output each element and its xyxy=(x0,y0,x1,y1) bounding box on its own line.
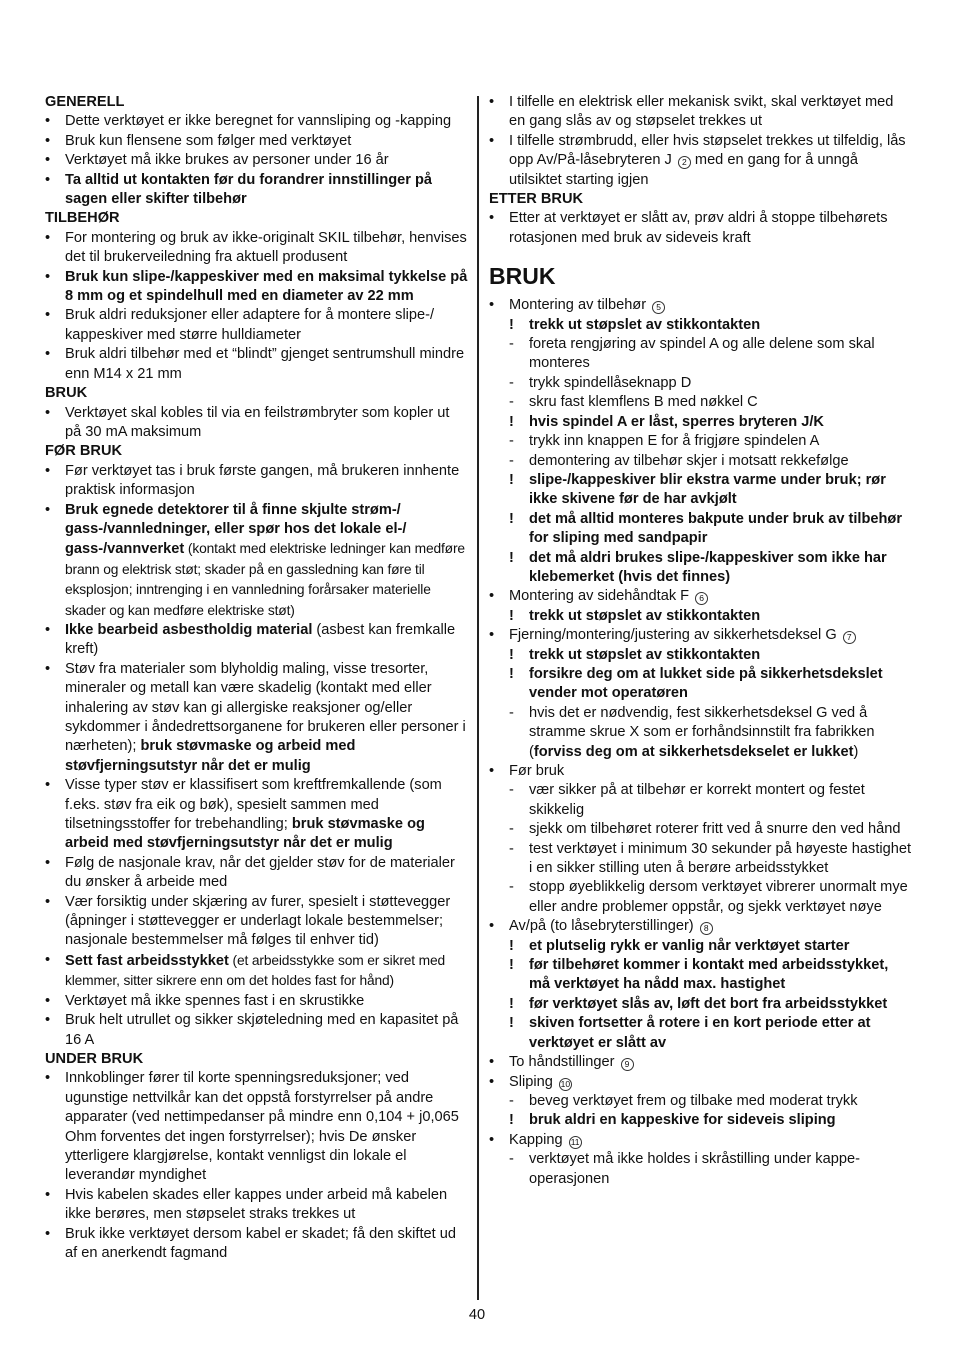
list-item xyxy=(509,704,913,762)
bullet-marker: • xyxy=(45,1070,51,1087)
body-text: Sliping xyxy=(509,1073,557,1090)
body-text: Av/på (to låsebryterstillinger) xyxy=(509,918,698,935)
bold-text: bruk støvmaske og arbeid med støvfjerningsutstyr når det er mulig xyxy=(65,816,425,852)
excl-marker: ! xyxy=(509,471,514,488)
body-text: ) xyxy=(853,743,859,760)
list-item xyxy=(509,840,913,879)
body-text: Vær forsiktig under skjæring av furer, spesielt i støttevegger (åpninger i støttevegger er underlagt lokale bestemmelser; nasjonale bestemmelser må følges til enhver tid) xyxy=(65,893,451,949)
page-number: 40 xyxy=(468,1307,486,1323)
dash-marker: - xyxy=(509,452,514,469)
excl-marker: ! xyxy=(509,957,514,974)
dash-marker: - xyxy=(509,821,514,838)
list-item xyxy=(45,776,469,854)
bold-text: Bruk kun slipe-/kappeskiver med en maksimal tykkelse på 8 mm og et spindelhull med en diameter av 22 mm xyxy=(65,268,468,305)
bullet-marker: • xyxy=(45,307,51,324)
bullet-marker: • xyxy=(45,777,51,794)
body-text: beveg verktøyet frem og tilbake med moderat trykk xyxy=(529,1092,858,1109)
list-item xyxy=(45,893,469,951)
bullet-marker: • xyxy=(45,992,51,1009)
list-item xyxy=(45,151,469,170)
body-text: vær sikker på at tilbehør er korrekt montert og festet skikkelig xyxy=(529,782,865,818)
bold-text: bruk aldri en kappeskive for sideveis sliping xyxy=(529,1112,836,1129)
figure-reference: 8 xyxy=(700,922,713,935)
body-text: Verktøyet må ikke spennes fast i en skrustikke xyxy=(65,992,365,1009)
body-text: Fjerning/montering/justering av sikkerhetsdeksel G xyxy=(509,627,841,644)
dash-marker: - xyxy=(509,336,514,353)
list-item xyxy=(509,393,913,412)
bullet-marker: • xyxy=(489,763,495,779)
list-item xyxy=(489,1073,913,1092)
body-text: Bruk ikke verktøyet dersom kabel er skadet; få den skiftet ud af en anerkendt fagmand xyxy=(65,1225,456,1261)
bold-text: Ikke bearbeid asbestholdig material xyxy=(65,621,313,638)
section-heading: TILBEHØR xyxy=(45,210,120,227)
figure-reference: 11 xyxy=(569,1136,582,1149)
body-text: foreta rengjøring av spindel A og alle delene som skal monteres xyxy=(529,336,875,372)
bullet-marker: • xyxy=(489,210,495,227)
bold-text: det må aldri brukes slipe-/kappeskiver som ikke har klebemerket (hvis det finnes) xyxy=(529,549,887,585)
bullet-marker: • xyxy=(45,1012,51,1029)
dash-marker: - xyxy=(509,782,514,799)
excl-marker: ! xyxy=(509,413,514,430)
bold-text: trekk ut støpslet av stikkontakten xyxy=(529,316,761,333)
figure-reference: 2 xyxy=(678,156,691,169)
body-text: (et arbeidsstykke som er sikret med klemmer, sitter sikrere enn om det holdes fast for hånd) xyxy=(65,952,446,989)
body-text: Dette verktøyet er ikke beregnet for vannsliping og -kapping xyxy=(65,113,452,130)
body-text: Følg de nasjonale krav, når det gjelder støv for de materialer du ønsker å arbeide med xyxy=(65,854,455,891)
figure-reference: 7 xyxy=(843,631,856,644)
list-item xyxy=(45,1011,469,1050)
bold-text: forviss deg om at sikkerhetsdekselet er lukket xyxy=(533,743,854,760)
bold-text: skiven fortsetter å rotere i en kort periode etter at verktøyet er slått av xyxy=(529,1015,871,1051)
section-heading: FØR BRUK xyxy=(45,443,123,460)
bold-text: hvis spindel A er låst, sperres bryteren J/K xyxy=(529,413,824,430)
bullet-marker: • xyxy=(45,462,51,479)
body-text: To håndstillinger xyxy=(509,1054,619,1071)
excl-marker: ! xyxy=(509,995,514,1012)
bold-text: trekk ut støpslet av stikkontakten xyxy=(529,607,761,624)
bullet-marker: • xyxy=(45,893,51,910)
body-text: Bruk aldri reduksjoner eller adaptere for å montere slipe-/ kappeskiver med større hulldiameter xyxy=(65,307,435,343)
body-text: Innkoblinger fører til korte spenningsreduksjoner; ved ugunstige nettvilkår kan det oppstå forstyrrelser på andre apparater (ved nettimpedanser på mindre enn 0,104 + j0,065 Ohm forventes det ingen forstyrrelser); hvis De ønsker ytterligere klargjørelse, kontakt vennligst din lokale el leverandør myndighet xyxy=(65,1070,459,1184)
list-item xyxy=(509,820,913,839)
body-text: Montering av tilbehør xyxy=(509,297,651,314)
section-heading: ETTER BRUK xyxy=(489,191,584,208)
bullet-marker: • xyxy=(489,1054,495,1071)
bullet-marker: • xyxy=(489,1073,495,1090)
list-item xyxy=(45,992,469,1011)
excl-marker: ! xyxy=(509,510,514,527)
list-item xyxy=(509,549,913,588)
list-item xyxy=(45,345,469,384)
body-text: Montering av sidehåndtak F xyxy=(509,588,694,605)
bullet-marker: • xyxy=(45,501,51,518)
list-item xyxy=(45,229,469,268)
figure-reference: 10 xyxy=(560,1078,571,1089)
body-text: trykk spindellåseknapp D xyxy=(529,374,692,391)
body-text: hvis det er nødvendig, fest sikkerhetsdeksel G ved å stramme skrue X som er forhåndsinnstilt fra fabrikken ( xyxy=(529,704,875,760)
bullet-marker: • xyxy=(45,621,51,638)
body-text: Bruk kun flensene som følger med verktøyet xyxy=(65,132,352,149)
list-item xyxy=(509,646,913,665)
bullet-marker: • xyxy=(45,1186,51,1203)
list-item xyxy=(489,209,913,248)
list-item xyxy=(509,413,913,432)
bullet-marker: • xyxy=(45,268,51,285)
bold-text: trekk ut støpslet av stikkontakten xyxy=(529,646,761,663)
list-item xyxy=(45,462,469,501)
body-text: I tilfelle en elektrisk eller mekanisk svikt, skal verktøyet med en gang slås av og støpselet trekkes ut xyxy=(509,94,894,130)
bullet-marker: • xyxy=(489,132,495,149)
excl-marker: ! xyxy=(509,1112,514,1129)
list-item xyxy=(489,1053,913,1072)
body-text: Bruk aldri tilbehør med et “blindt” gjenget sentrumshull mindre enn M14 x 21 mm xyxy=(65,346,465,382)
list-item xyxy=(509,510,913,549)
bullet-marker: • xyxy=(45,854,51,871)
body-text: Verktøyet må ikke brukes av personer under 16 år xyxy=(65,152,389,169)
bullet-marker: • xyxy=(45,951,51,968)
list-item xyxy=(45,501,469,621)
list-item xyxy=(489,1131,913,1150)
list-item xyxy=(45,1225,469,1264)
list-item xyxy=(509,316,913,335)
list-item xyxy=(509,1092,913,1111)
list-item xyxy=(45,306,469,345)
list-item xyxy=(489,587,913,606)
body-text: (asbest kan fremkalle kreft) xyxy=(65,621,456,658)
list-item xyxy=(45,404,469,443)
figure-reference: 9 xyxy=(621,1058,634,1071)
body-text: Verktøyet skal kobles til via en feilstrømbryter som kopler ut på 30 mA maksimum xyxy=(65,404,450,440)
body-text: skru fast klemflens B med nøkkel C xyxy=(529,394,758,411)
bullet-marker: • xyxy=(489,627,495,644)
body-text: (kontakt med elektriske ledninger kan medføre brann og elektrisk støt; skader på en gassledning kan føre til eksplosjon; inntrenging i en vannledning forårsaker materielle skader og kan medføre elektriske støt) xyxy=(65,541,465,618)
bullet-marker: • xyxy=(489,94,495,110)
list-item xyxy=(509,452,913,471)
body-text: test verktøyet i minimum 30 sekunder på høyeste hastighet i en sikker stilling uten å berøre arbeidsstykket xyxy=(529,840,912,877)
list-item xyxy=(509,781,913,820)
excl-marker: ! xyxy=(509,549,514,566)
list-item xyxy=(509,1014,913,1053)
bullet-marker: • xyxy=(45,132,51,149)
dash-marker: - xyxy=(509,704,514,721)
bullet-marker: • xyxy=(45,113,51,130)
list-item xyxy=(509,335,913,374)
excl-marker: ! xyxy=(509,646,514,663)
body-text: Før verktøyet tas i bruk første gangen, må brukeren innhente praktisk informasjon xyxy=(65,462,460,499)
excl-marker: ! xyxy=(509,316,514,333)
body-text: Støv fra materialer som blyholdig maling, visse tresorter, mineraler og metall kan være skadelig (kontakt med eller inhalering av støv kan gi allergiske reaksjoner og/eller sykdommer i åndedrettsorganene for brukeren eller personer i nærheten); xyxy=(65,660,466,755)
body-text: med en gang for å unngå utilsiktet starting igjen xyxy=(509,152,859,188)
list-item xyxy=(45,621,469,660)
body-text: For montering og bruk av ikke-originalt SKIL tilbehør, henvises det til brukerveiledning fra aktuell produsent xyxy=(65,229,467,266)
list-item xyxy=(509,937,913,956)
section-heading: UNDER BRUK xyxy=(45,1050,144,1067)
list-item xyxy=(509,374,913,393)
bullet-marker: • xyxy=(489,1131,495,1148)
dash-marker: - xyxy=(509,374,514,391)
body-text: Før bruk xyxy=(509,763,565,779)
column-divider xyxy=(477,96,479,1300)
list-item xyxy=(45,112,469,131)
body-text: trykk inn knappen E for å frigjøre spindelen A xyxy=(529,433,820,450)
bullet-marker: • xyxy=(45,1225,51,1242)
dash-marker: - xyxy=(509,1092,514,1109)
list-item xyxy=(489,132,913,190)
list-item xyxy=(489,626,913,645)
body-text: Hvis kabelen skades eller kappes under arbeid må kabelen ikke berøres, men støpselet straks trekkes ut xyxy=(65,1186,448,1223)
body-text: Etter at verktøyet er slått av, prøv aldri å stoppe tilbehørets rotasjonen med bruk av sideveis kraft xyxy=(509,210,888,246)
list-item xyxy=(509,471,913,510)
list-item xyxy=(509,995,913,1014)
bold-text: det må alltid monteres bakpute under bruk av tilbehør for sliping med sandpapir xyxy=(529,510,903,547)
list-item xyxy=(489,296,913,315)
list-item xyxy=(509,956,913,995)
list-item xyxy=(45,660,469,776)
list-item xyxy=(45,171,469,210)
bullet-marker: • xyxy=(489,588,495,605)
list-item xyxy=(45,132,469,151)
list-item xyxy=(509,607,913,626)
bullet-marker: • xyxy=(45,171,51,188)
bold-text: slipe-/kappeskiver blir ekstra varme under bruk; rør ikke skivene før de har avkjølt xyxy=(529,471,886,508)
list-item xyxy=(509,878,913,917)
list-item xyxy=(45,854,469,893)
bullet-marker: • xyxy=(45,404,51,421)
list-item xyxy=(489,917,913,936)
figure-reference: 5 xyxy=(652,301,665,314)
bold-text: forsikre deg om at lukket side på sikkerhetsdekslet vender mot operatøren xyxy=(529,665,883,702)
body-text: Bruk helt utrullet og sikker skjøteledning med en kapasitet på 16 A xyxy=(65,1012,459,1048)
left-column xyxy=(45,93,469,1263)
list-item xyxy=(489,762,913,781)
list-item xyxy=(489,93,913,132)
bold-text: før verktøyet slås av, løft det bort fra arbeidsstykket xyxy=(529,995,888,1012)
excl-marker: ! xyxy=(509,1015,514,1032)
body-text: demontering av tilbehør skjer i motsatt rekkefølge xyxy=(529,452,849,469)
excl-marker: ! xyxy=(509,607,514,624)
bold-text: Ta alltid ut kontakten før du forandrer innstillinger på sagen eller skifter tilbehør xyxy=(65,171,433,208)
list-item xyxy=(45,951,469,992)
bold-text: et plutselig rykk er vanlig når verktøyet starter xyxy=(529,937,850,954)
body-text: Visse typer støv er klassifisert som kreftfremkallende (som f.eks. støv fra eik og bøk), spesielt sammen med tilsetningsstoffer for trebehandling; xyxy=(65,777,442,833)
bullet-marker: • xyxy=(45,346,51,363)
bullet-marker: • xyxy=(45,152,51,169)
section-heading: BRUK xyxy=(489,263,556,290)
list-item xyxy=(45,1069,469,1185)
dash-marker: - xyxy=(509,394,514,411)
list-item xyxy=(45,268,469,307)
section-heading: GENERELL xyxy=(45,94,125,110)
section-heading: BRUK xyxy=(45,385,88,402)
body-text: verktøyet må ikke holdes i skråstilling under kappe-operasjonen xyxy=(529,1151,860,1187)
excl-marker: ! xyxy=(509,937,514,954)
dash-marker: - xyxy=(509,433,514,450)
right-column xyxy=(489,93,913,1189)
dash-marker: - xyxy=(509,840,514,857)
list-item xyxy=(509,1150,913,1189)
body-text: I tilfelle strømbrudd, eller hvis støpselet trekkes ut tilfeldig, lås opp Av/På-låsebryteren J xyxy=(509,132,906,169)
list-item xyxy=(509,665,913,704)
dash-marker: - xyxy=(509,879,514,896)
list-item xyxy=(45,1186,469,1225)
bold-text: bruk støvmaske og arbeid med støvfjerningsutstyr når det er mulig xyxy=(65,738,356,774)
list-item xyxy=(509,432,913,451)
body-text: sjekk om tilbehøret roterer fritt ved å snurre den ved hånd xyxy=(529,821,901,838)
bullet-marker: • xyxy=(489,297,495,314)
body-text: stopp øyeblikkelig dersom verktøyet vibrerer unormalt mye eller andre problemer oppstår, og sjekk verktøyet nøye xyxy=(529,879,908,915)
dash-marker: - xyxy=(509,1151,514,1168)
bold-text: Sett fast arbeidsstykket xyxy=(65,952,229,969)
bold-text: Bruk egnede detektorer til å finne skjulte strøm-/ gass-/vannledninger, eller spør hos det lokale el-/ gass-/vannverket xyxy=(65,501,407,558)
excl-marker: ! xyxy=(509,665,514,682)
body-text: Kapping xyxy=(509,1131,567,1148)
list-item xyxy=(509,1111,913,1130)
figure-reference: 6 xyxy=(695,592,708,605)
bullet-marker: • xyxy=(45,229,51,246)
bullet-marker: • xyxy=(45,660,51,677)
bold-text: før tilbehøret kommer i kontakt med arbeidsstykket, må verktøyet ha nådd max. hastighet xyxy=(529,957,889,993)
bullet-marker: • xyxy=(489,918,495,935)
